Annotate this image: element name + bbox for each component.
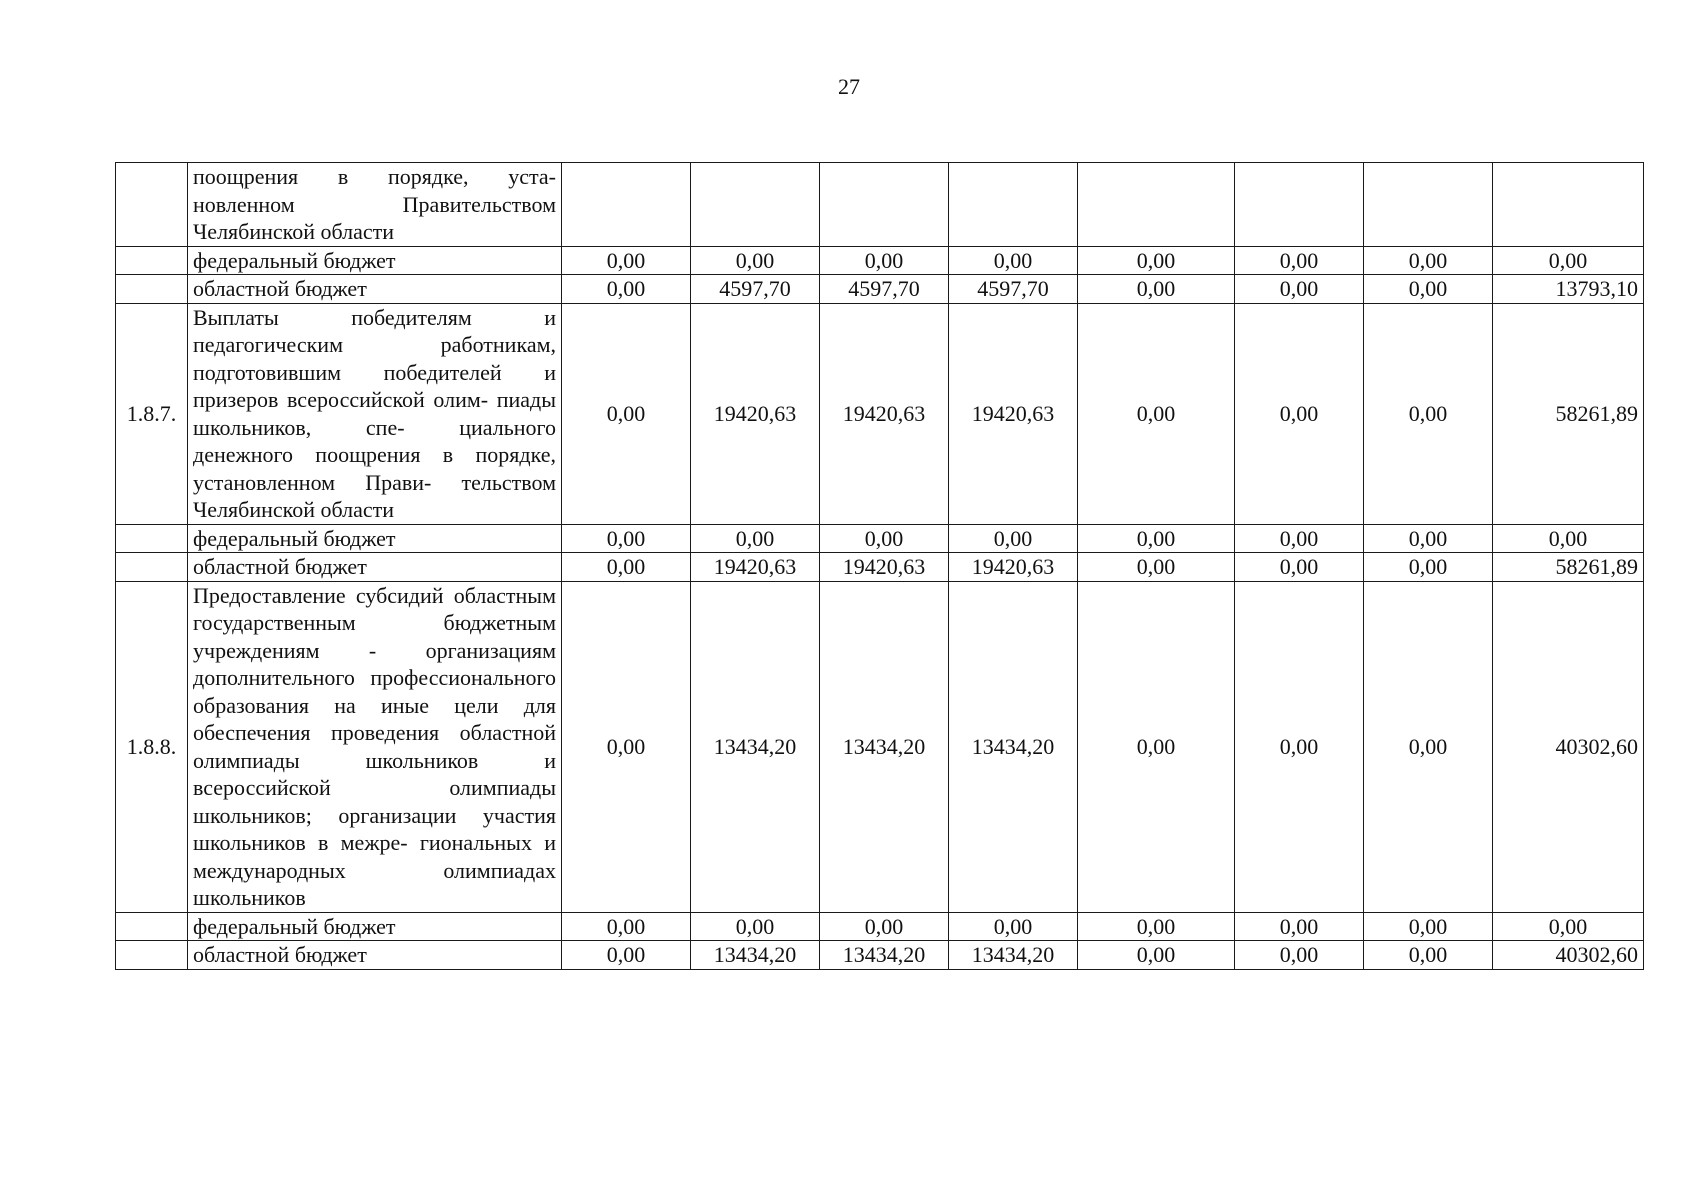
value-cell: 0,00 bbox=[949, 246, 1078, 275]
value-cell: 13434,20 bbox=[820, 941, 949, 970]
value-cell: 0,00 bbox=[1364, 553, 1493, 582]
table-row bbox=[116, 553, 1644, 582]
row-name: федеральный бюджет bbox=[188, 912, 562, 941]
value-cell: 40302,60 bbox=[1493, 581, 1644, 912]
value-cell: 0,00 bbox=[820, 912, 949, 941]
value-cell: 0,00 bbox=[1235, 941, 1364, 970]
table-row bbox=[116, 303, 1644, 524]
value-cell: 0,00 bbox=[1235, 246, 1364, 275]
value-cell: 0,00 bbox=[1078, 246, 1235, 275]
value-cell: 0,00 bbox=[949, 524, 1078, 553]
row-name: областной бюджет bbox=[188, 553, 562, 582]
value-cell: 0,00 bbox=[562, 303, 691, 524]
value-cell: 13434,20 bbox=[691, 581, 820, 912]
value-cell: 0,00 bbox=[562, 275, 691, 304]
value-cell: 0,00 bbox=[949, 912, 1078, 941]
value-cell: 0,00 bbox=[1364, 303, 1493, 524]
value-cell: 0,00 bbox=[1364, 912, 1493, 941]
row-index bbox=[116, 553, 188, 582]
value-cell: 0,00 bbox=[1078, 941, 1235, 970]
value-cell: 19420,63 bbox=[820, 303, 949, 524]
value-cell: 0,00 bbox=[1235, 524, 1364, 553]
value-cell: 19420,63 bbox=[949, 303, 1078, 524]
value-cell: 0,00 bbox=[1078, 553, 1235, 582]
table-row bbox=[116, 524, 1644, 553]
value-cell: 13434,20 bbox=[949, 941, 1078, 970]
value-cell: 4597,70 bbox=[949, 275, 1078, 304]
value-cell bbox=[949, 163, 1078, 247]
value-cell: 19420,63 bbox=[691, 303, 820, 524]
table-row bbox=[116, 912, 1644, 941]
row-index bbox=[116, 246, 188, 275]
value-cell: 0,00 bbox=[1364, 275, 1493, 304]
value-cell: 0,00 bbox=[1235, 553, 1364, 582]
row-name: федеральный бюджет bbox=[188, 246, 562, 275]
row-index: 1.8.8. bbox=[116, 581, 188, 912]
value-cell: 0,00 bbox=[1364, 581, 1493, 912]
value-cell: 19420,63 bbox=[820, 553, 949, 582]
value-cell bbox=[691, 163, 820, 247]
value-cell: 0,00 bbox=[562, 553, 691, 582]
value-cell: 0,00 bbox=[1493, 246, 1644, 275]
row-index bbox=[116, 163, 188, 247]
value-cell: 0,00 bbox=[1078, 303, 1235, 524]
value-cell: 13434,20 bbox=[820, 581, 949, 912]
value-cell: 0,00 bbox=[562, 246, 691, 275]
row-name: федеральный бюджет bbox=[188, 524, 562, 553]
value-cell: 0,00 bbox=[1078, 524, 1235, 553]
value-cell: 0,00 bbox=[691, 524, 820, 553]
value-cell: 0,00 bbox=[562, 524, 691, 553]
value-cell bbox=[820, 163, 949, 247]
value-cell bbox=[562, 163, 691, 247]
value-cell: 0,00 bbox=[562, 581, 691, 912]
value-cell: 0,00 bbox=[691, 246, 820, 275]
row-index bbox=[116, 524, 188, 553]
value-cell: 0,00 bbox=[1364, 941, 1493, 970]
table-row bbox=[116, 275, 1644, 304]
value-cell: 4597,70 bbox=[820, 275, 949, 304]
value-cell: 0,00 bbox=[1493, 912, 1644, 941]
value-cell: 0,00 bbox=[1235, 275, 1364, 304]
value-cell: 0,00 bbox=[691, 912, 820, 941]
value-cell: 4597,70 bbox=[691, 275, 820, 304]
value-cell: 19420,63 bbox=[949, 553, 1078, 582]
row-name: областной бюджет bbox=[188, 275, 562, 304]
table-row bbox=[116, 163, 1644, 247]
table-row bbox=[116, 581, 1644, 912]
value-cell: 0,00 bbox=[820, 246, 949, 275]
table-row bbox=[116, 941, 1644, 970]
value-cell: 0,00 bbox=[1364, 524, 1493, 553]
value-cell: 0,00 bbox=[1078, 275, 1235, 304]
value-cell: 0,00 bbox=[1364, 246, 1493, 275]
value-cell: 0,00 bbox=[1493, 524, 1644, 553]
value-cell: 0,00 bbox=[562, 912, 691, 941]
value-cell: 0,00 bbox=[820, 524, 949, 553]
value-cell: 13793,10 bbox=[1493, 275, 1644, 304]
row-index bbox=[116, 941, 188, 970]
value-cell: 58261,89 bbox=[1493, 553, 1644, 582]
row-name: областной бюджет bbox=[188, 941, 562, 970]
value-cell bbox=[1235, 163, 1364, 247]
value-cell: 0,00 bbox=[1235, 912, 1364, 941]
row-index bbox=[116, 275, 188, 304]
row-name: Выплаты победителям и педагогическим работникам, подготовившим победителей и призеров всероссийской олим- пиады школьников, спе- циального денежного поощрения в порядке, установленном Прави- тельством Челябинской области bbox=[188, 303, 562, 524]
value-cell: 0,00 bbox=[1078, 912, 1235, 941]
value-cell: 40302,60 bbox=[1493, 941, 1644, 970]
value-cell: 19420,63 bbox=[691, 553, 820, 582]
value-cell bbox=[1364, 163, 1493, 247]
value-cell bbox=[1493, 163, 1644, 247]
value-cell: 0,00 bbox=[1235, 581, 1364, 912]
value-cell: 0,00 bbox=[562, 941, 691, 970]
row-name: поощрения в порядке, уста- новленном Правительством Челябинской области bbox=[188, 163, 562, 247]
table-row bbox=[116, 246, 1644, 275]
page-number: 27 bbox=[838, 74, 860, 99]
value-cell: 0,00 bbox=[1235, 303, 1364, 524]
value-cell: 13434,20 bbox=[949, 581, 1078, 912]
row-name: Предоставление субсидий областным государственным бюджетным учреждениям - организациям дополнительного профессионального образования на иные цели для обеспечения проведения областной олимпиады школьников и всероссийской олимпиады школьников; организации участия школьников в межре- гиональных и международных олимпиадах школьников bbox=[188, 581, 562, 912]
row-index bbox=[116, 912, 188, 941]
value-cell: 0,00 bbox=[1078, 581, 1235, 912]
budget-table bbox=[115, 162, 1644, 970]
value-cell bbox=[1078, 163, 1235, 247]
row-index: 1.8.7. bbox=[116, 303, 188, 524]
value-cell: 13434,20 bbox=[691, 941, 820, 970]
value-cell: 58261,89 bbox=[1493, 303, 1644, 524]
